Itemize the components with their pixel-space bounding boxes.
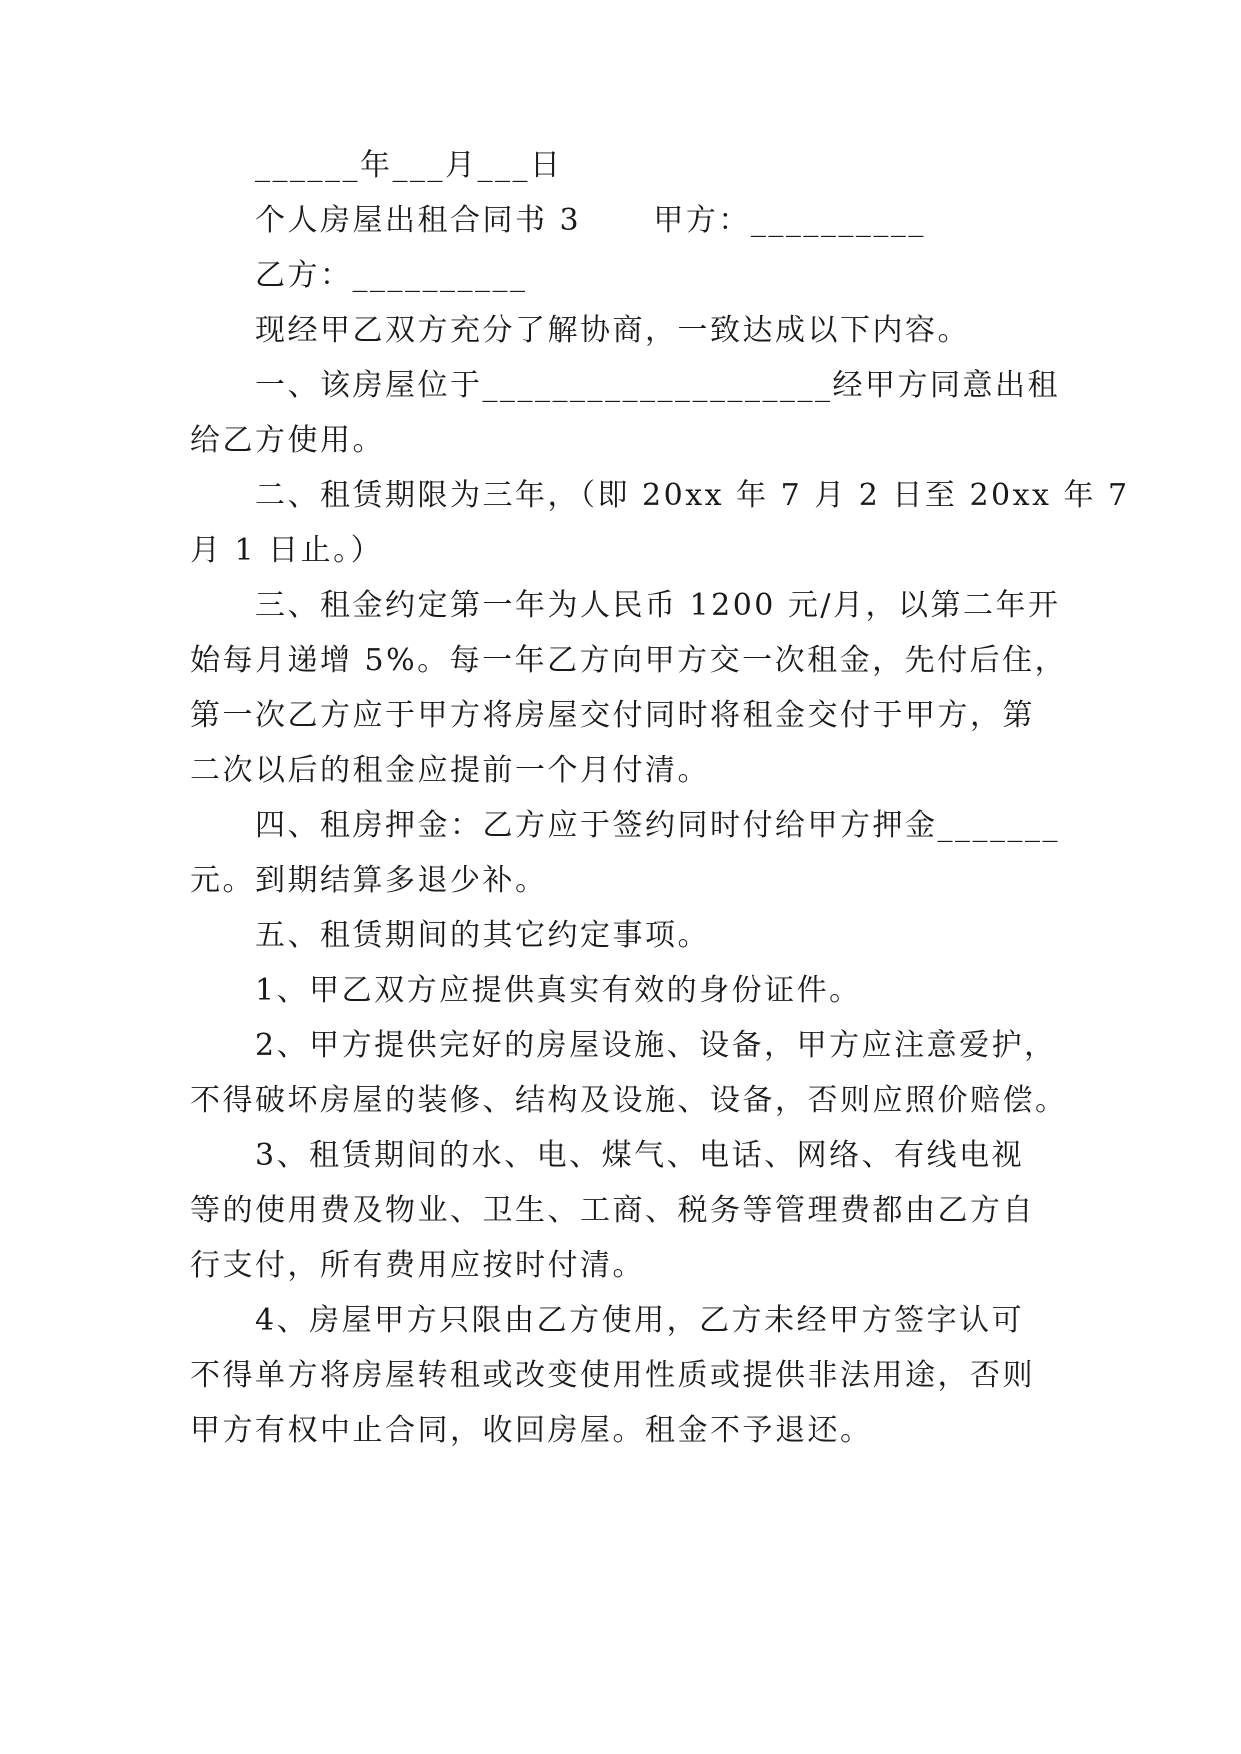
party-b-line: 乙方：__________ (255, 258, 528, 293)
clause-4-line-2: 元。到期结算多退少补。 (190, 863, 548, 898)
clause-3-line-1: 三、租金约定第一年为人民币 1200 元/月，以第二年开 (255, 588, 1061, 623)
clause-3-line-2: 始每月递增 5%。每一年乙方向甲方交一次租金，先付后住， (190, 643, 1068, 678)
clause-1-line-2: 给乙方使用。 (190, 423, 385, 458)
item-3-line-1: 3、租赁期间的水、电、煤气、电话、网络、有线电视 (255, 1138, 1025, 1173)
clause-2-line-1: 二、租赁期限为三年，（即 20xx 年 7 月 2 日至 20xx 年 7 (255, 478, 1130, 513)
clause-2-line-2: 月 1 日止。） (190, 533, 384, 568)
item-4-line-3: 甲方有权中止合同，收回房屋。租金不予退还。 (190, 1413, 873, 1448)
clause-3-line-4: 二次以后的租金应提前一个月付清。 (190, 753, 710, 788)
clause-4-line-1: 四、租房押金：乙方应于签约同时付给甲方押金_______ (255, 808, 1060, 843)
item-3-line-3: 行支付，所有费用应按时付清。 (190, 1248, 645, 1283)
item-1-line-1: 1、甲乙双方应提供真实有效的身份证件。 (255, 973, 862, 1008)
item-4-line-1: 4、房屋甲方只限由乙方使用，乙方未经甲方签字认可 (255, 1303, 1025, 1338)
item-4-line-2: 不得单方将房屋转租或改变使用性质或提供非法用途，否则 (190, 1358, 1035, 1393)
intro-paragraph: 现经甲乙双方充分了解协商，一致达成以下内容。 (255, 313, 970, 348)
item-3-line-2: 等的使用费及物业、卫生、工商、税务等管理费都由乙方自 (190, 1193, 1035, 1228)
item-2-line-2: 不得破坏房屋的装修、结构及设施、设备，否则应照价赔偿。 (190, 1083, 1068, 1118)
clause-1-line-1: 一、该房屋位于____________________经甲方同意出租 (255, 368, 1060, 403)
clause-3-line-3: 第一次乙方应于甲方将房屋交付同时将租金交付于甲方，第 (190, 698, 1035, 733)
date-line: ______年___月___日 (255, 148, 563, 183)
title-party-a-line: 个人房屋出租合同书 3 甲方：__________ (255, 203, 926, 238)
clause-5-heading: 五、租赁期间的其它约定事项。 (255, 918, 710, 953)
item-2-line-1: 2、甲方提供完好的房屋设施、设备，甲方应注意爱护， (255, 1028, 1057, 1063)
